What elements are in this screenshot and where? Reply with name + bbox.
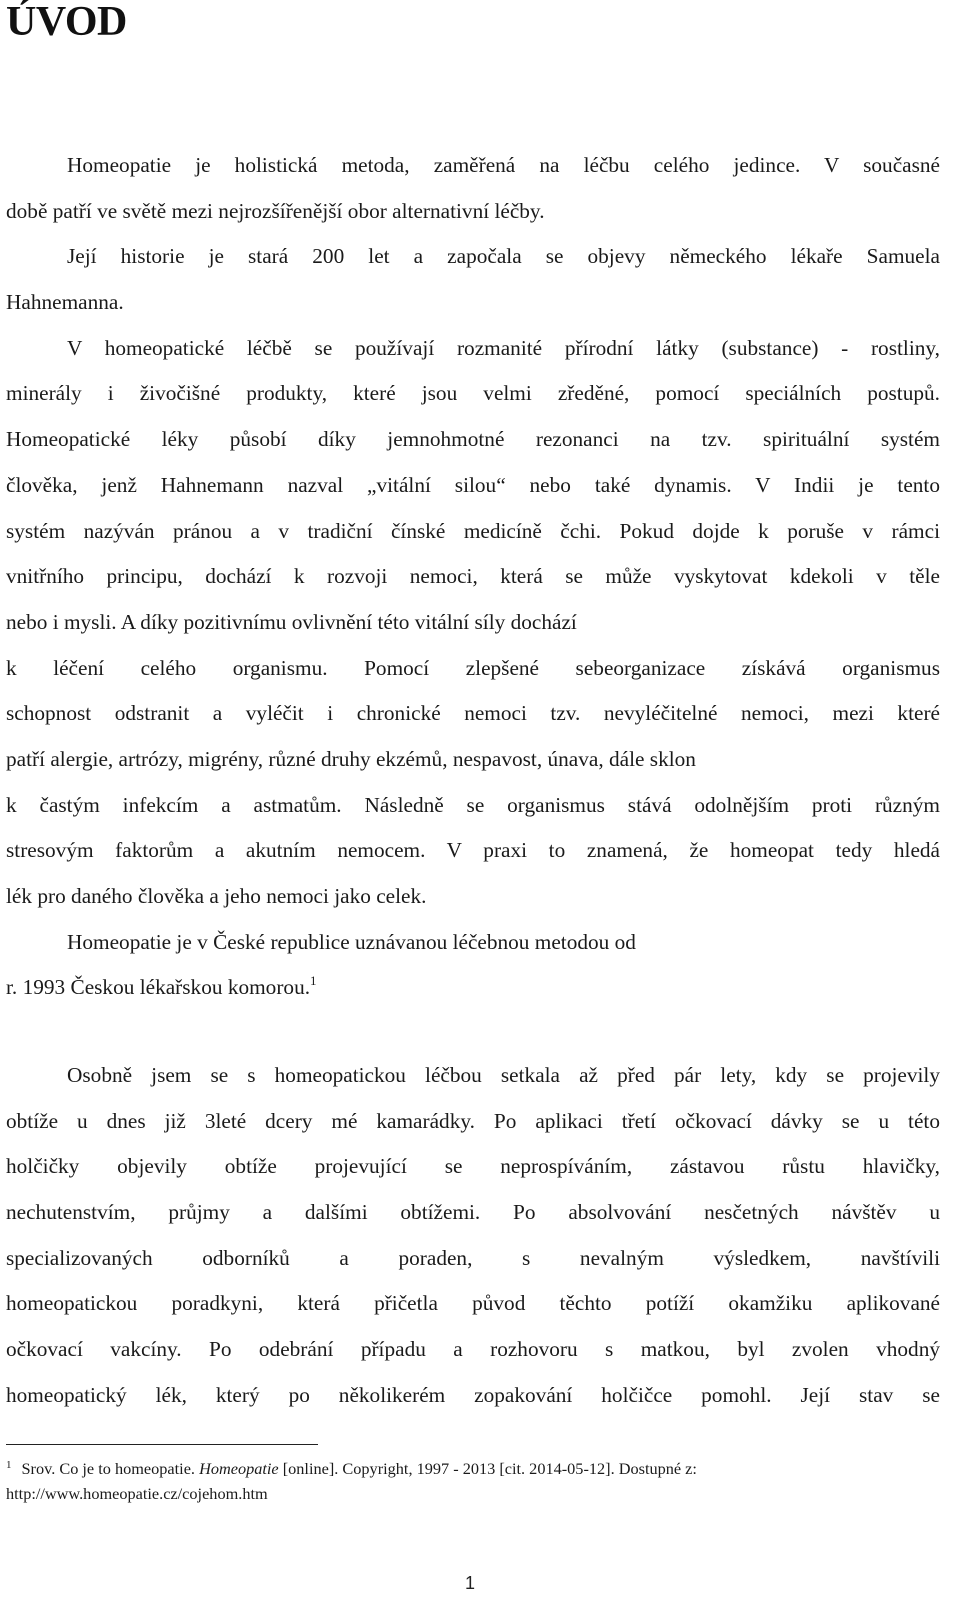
text-line: holčičky objevily obtíže projevující se neprospíváním, zástavou růstu hlavičky, bbox=[6, 1154, 940, 1179]
text-line: době patří ve světě mezi nejrozšířenější obor alternativní léčby. bbox=[6, 198, 545, 223]
footnote-text: [online]. Copyright, 1997 - 2013 [cit. 2014-05-12]. Dostupné z: bbox=[282, 1459, 697, 1478]
text-line: k léčení celého organismu. Pomocí zlepšené sebeorganizace získává organismus bbox=[6, 655, 940, 680]
text-line: člověka, jenž Hahnemann nazval „vitální silou“ nebo také dynamis. V Indii je tento bbox=[6, 472, 940, 497]
footnote-separator bbox=[6, 1444, 318, 1445]
text-line: r. 1993 Českou lékařskou komorou. bbox=[6, 975, 311, 1000]
text-line: Osobně jsem se s homeopatickou léčbou setkala až před pár lety, kdy se projevily bbox=[67, 1063, 940, 1087]
text-line: Homeopatické léky působí díky jemnohmotné rezonanci na tzv. spirituální systém bbox=[6, 427, 940, 452]
text-line: minerály i živočišné produkty, které jsou velmi zředěné, pomocí speciálních postupů. bbox=[6, 381, 940, 406]
text-line: očkovací vakcíny. Po odebrání případu a rozhovoru s matkou, byl zvolen vhodný bbox=[6, 1337, 940, 1362]
footnote-reference[interactable]: 1 bbox=[310, 973, 317, 989]
text-line: Homeopatie je holistická metoda, zaměřená na léčbu celého jedince. V současné bbox=[67, 153, 940, 177]
footnote bbox=[6, 1456, 940, 1506]
text-line: Její historie je stará 200 let a započala se objevy německého lékaře Samuela bbox=[67, 244, 940, 269]
footnote-citation bbox=[6, 1456, 940, 1481]
page-number: 1 bbox=[464, 1573, 475, 1593]
personal-paragraph bbox=[6, 1053, 940, 1419]
text-line: schopnost odstranit a vyléčit i chronické nemoci tzv. nevyléčitelné nemoci, mezi které bbox=[6, 701, 940, 726]
text-line: V homeopatické léčbě se používají rozmanité přírodní látky (substance) - rostliny, bbox=[67, 335, 940, 360]
text-line: nechutenstvím, průjmy a dalšími obtížemi. Po absolvování nesčetných návštěv u bbox=[6, 1200, 940, 1225]
text-line: nebo i mysli. A díky pozitivnímu ovlivnění této vitální síly dochází bbox=[6, 609, 577, 634]
footnote-source-title: Homeopatie bbox=[199, 1459, 279, 1478]
text-line: vnitřního principu, dochází k rozvoji nemoci, která se může vyskytovat kdekoli v těle bbox=[6, 564, 940, 589]
footnote-number: 1 bbox=[6, 1459, 12, 1471]
text-line: Hahnemanna. bbox=[6, 290, 124, 315]
footnote-text: Srov. Co je to homeopatie. bbox=[21, 1459, 195, 1478]
text-line: systém nazýván pránou a v tradiční čínské medicíně čchi. Pokud dojde k poruše v rámci bbox=[6, 518, 940, 543]
text-line: lék pro daného člověka a jeho nemoci jako celek. bbox=[6, 884, 427, 908]
text-line: obtíže u dnes již 3leté dcery mé kamarádky. Po aplikaci třetí očkovací dávky se u této bbox=[6, 1108, 940, 1133]
text-line: specializovaných odborníků a poraden, s nevalným výsledkem, navštívili bbox=[6, 1245, 940, 1270]
text-line: Homeopatie je v České republice uznávanou léčebnou metodou od bbox=[67, 929, 636, 954]
chapter-heading: ÚVOD bbox=[6, 0, 127, 45]
text-line: homeopatický lék, který po několikerém zopakování holčičce pomohl. Její stav se bbox=[6, 1382, 940, 1407]
text-line: homeopatickou poradkyni, která přičetla původ těchto potíží okamžiku aplikované bbox=[6, 1291, 940, 1316]
text-line-with-footnote bbox=[6, 965, 940, 1011]
text-line: stresovým faktorům a akutním nemocem. V praxi to znamená, že homeopat tedy hledá bbox=[6, 838, 940, 863]
text-line: patří alergie, artrózy, migrény, různé druhy ekzémů, nespavost, únava, dále sklon bbox=[6, 746, 696, 771]
intro-paragraph bbox=[6, 143, 940, 1011]
text-line: k častým infekcím a astmatům. Následně se organismus stává odolnějším proti různým bbox=[6, 792, 940, 817]
footnote-url[interactable]: http://www.homeopatie.cz/cojehom.htm bbox=[6, 1484, 268, 1503]
